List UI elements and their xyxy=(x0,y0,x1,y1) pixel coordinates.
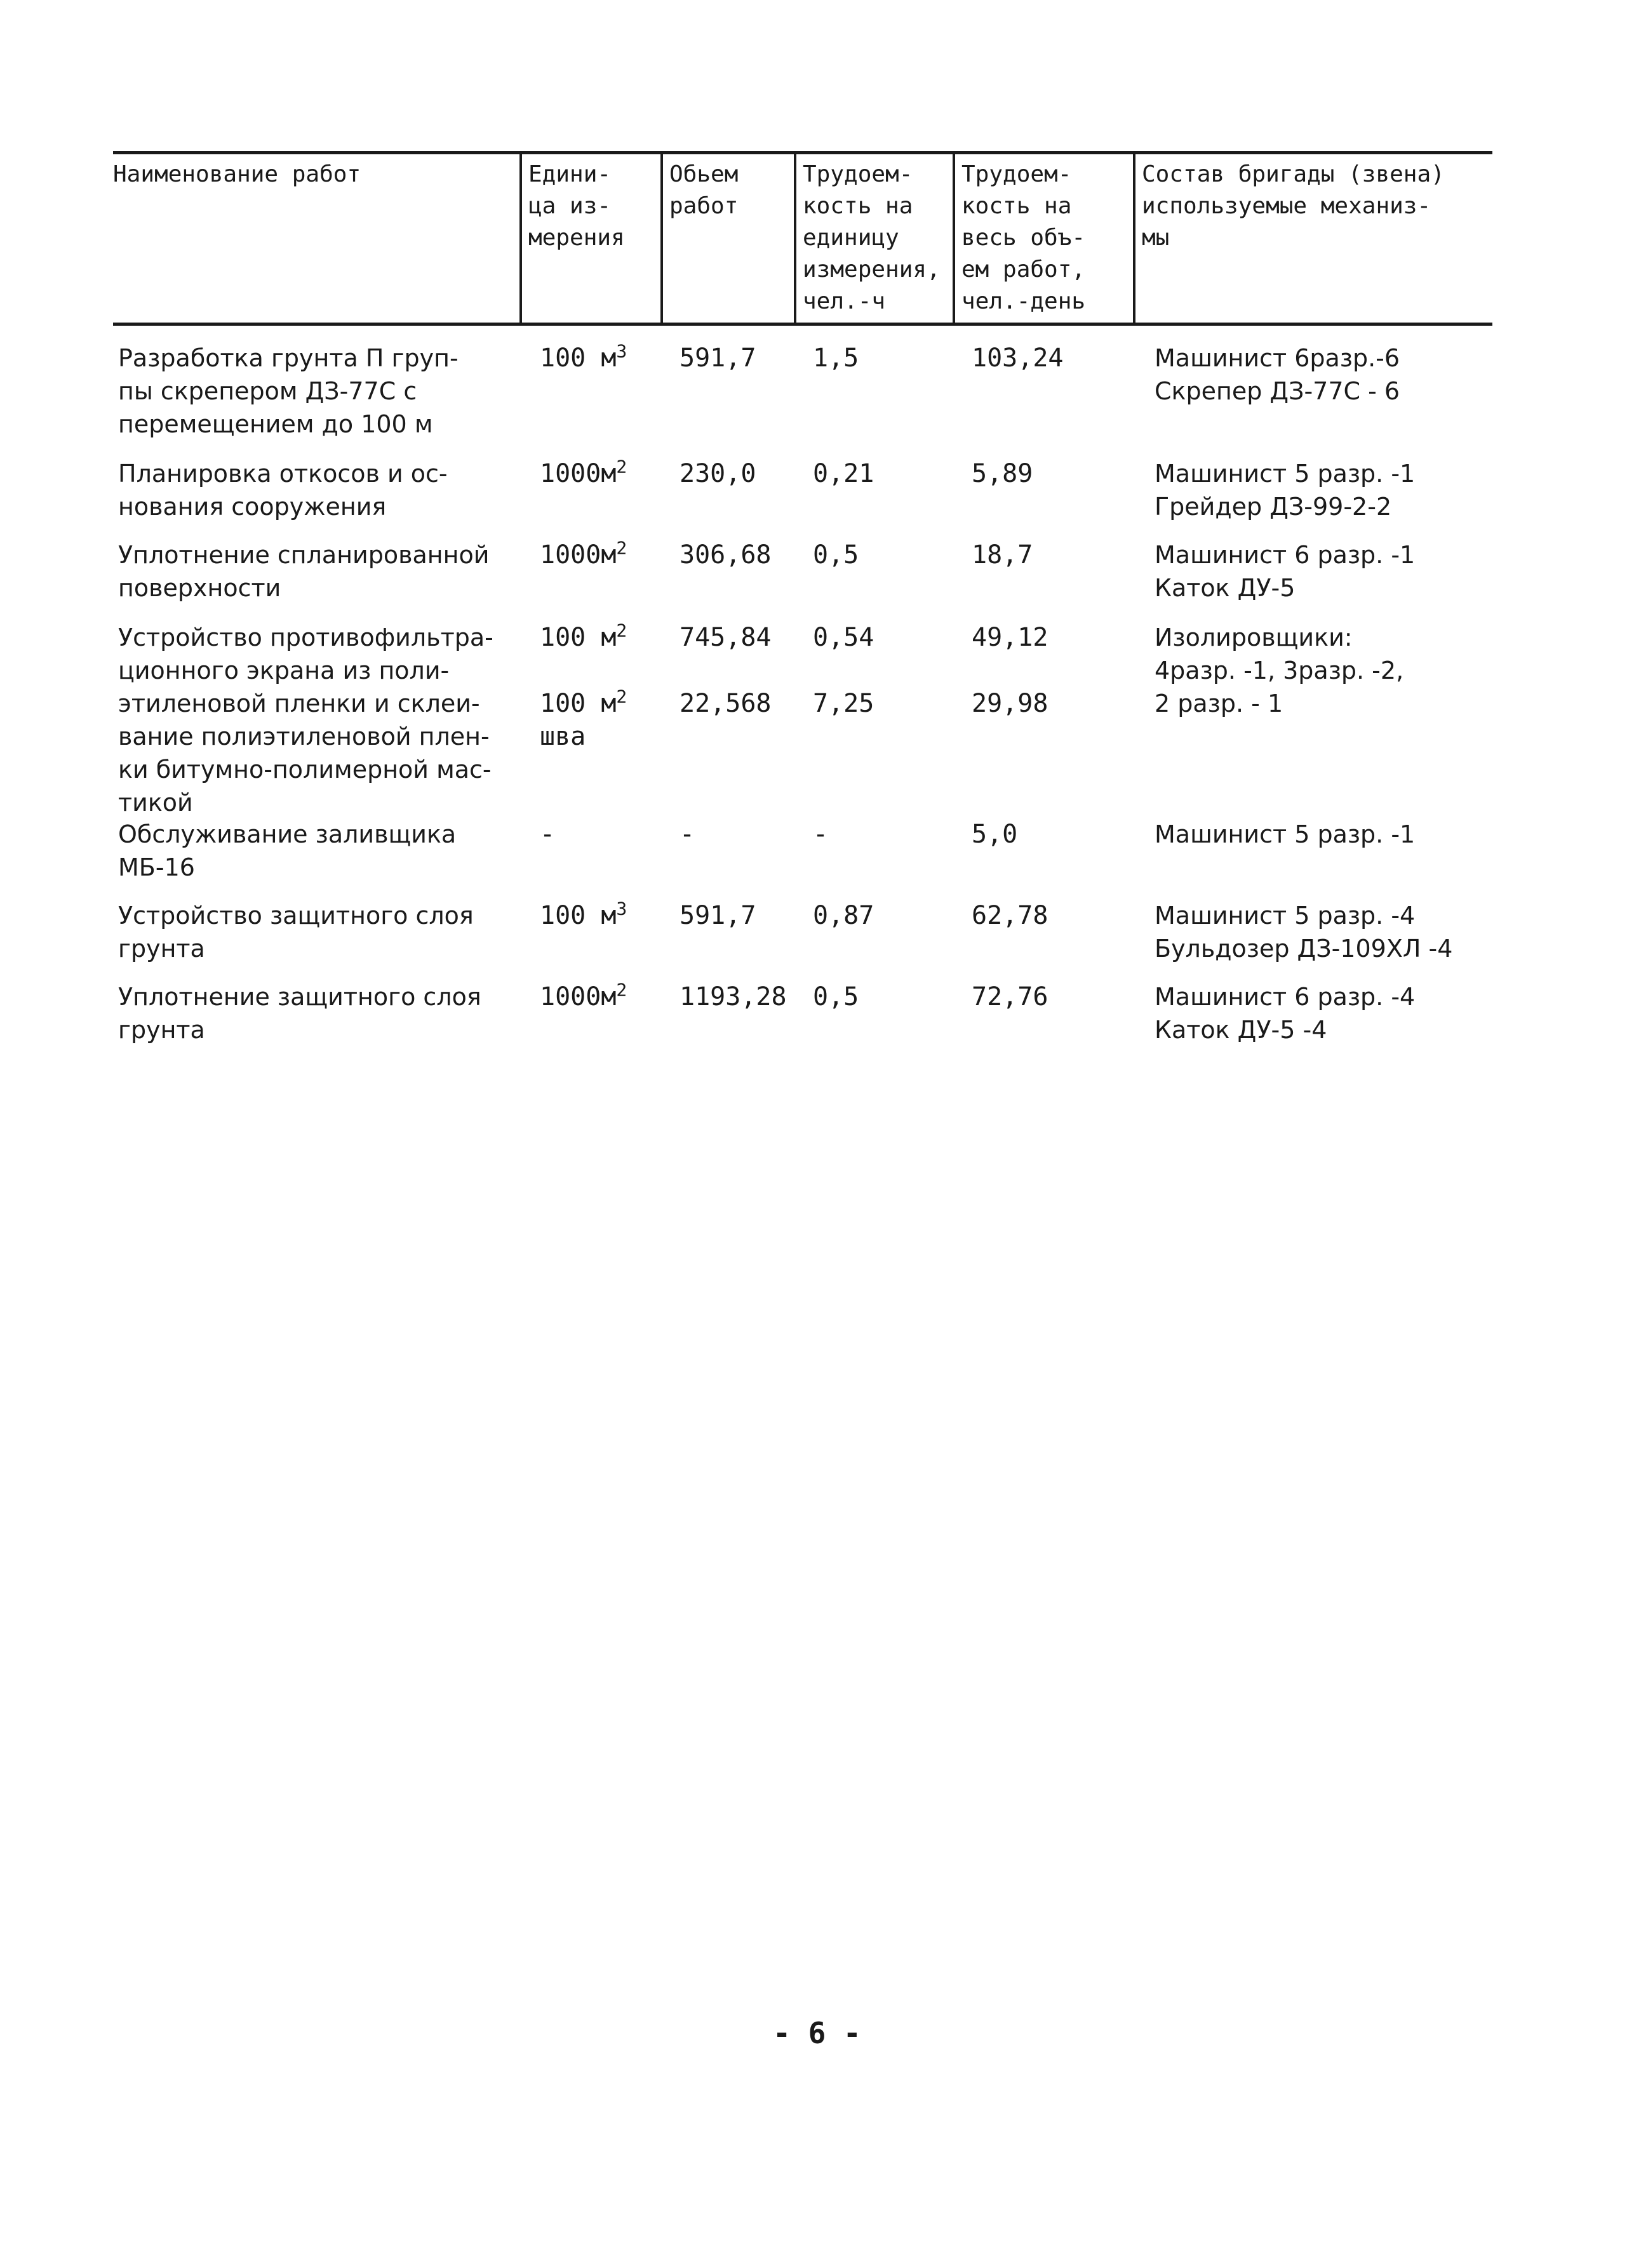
crew-cell: Изолировщики: 4разр. -1, 3разр. -2, 2 разр. - 1 xyxy=(1155,624,1404,717)
header-bottom-rule xyxy=(113,323,1492,326)
column-divider xyxy=(1133,151,1135,324)
crew-cell: Машинист 5 разр. -1 xyxy=(1155,820,1416,848)
labor-per-unit-cell: 0,21 xyxy=(813,459,874,488)
volume-cell: 745,84 xyxy=(680,623,772,652)
header-crew: Состав бригады (звена) используемые механиз- мы xyxy=(1142,161,1445,251)
labor-total-cell: 49,12 xyxy=(972,623,1048,652)
labor-total-cell: 62,78 xyxy=(972,901,1048,930)
labor-per-unit-cell: - xyxy=(813,820,829,849)
labor-total-cell: 5,0 xyxy=(972,820,1018,849)
crew-cell: Машинист 6 разр. -4 Каток ДУ-5 -4 xyxy=(1155,983,1416,1044)
volume-cell: 306,68 xyxy=(680,540,772,570)
labor-per-unit-cell: 1,5 xyxy=(813,344,859,373)
unit-cell: 100 $м^3$ xyxy=(540,340,627,373)
header-volume: Обьем работ xyxy=(669,161,739,219)
volume-cell: 591,7 xyxy=(680,901,756,930)
labor-total-cell: 29,98 xyxy=(972,689,1048,718)
crew-cell: Машинист 5 разр. -4 Бульдозер ДЗ-109ХЛ -4 xyxy=(1155,902,1453,963)
volume-cell: 591,7 xyxy=(680,344,756,373)
work-name: Обслуживание заливщика МБ-16 xyxy=(118,820,457,881)
work-name: Устройство противофильтра- ционного экрана из поли- xyxy=(118,624,493,684)
labor-total-cell: 18,7 xyxy=(972,540,1033,570)
crew-cell: Машинист 6 разр. -1 Каток ДУ-5 xyxy=(1155,541,1416,602)
header-labor-per-unit: Трудоем- кость на единицу измерения, чел.-ч xyxy=(803,161,941,314)
crew-cell: Машинист 6разр.-6 Скрепер ДЗ-77С - 6 xyxy=(1155,344,1400,405)
volume-cell: 22,568 xyxy=(680,689,772,718)
work-name: Устройство защитного слоя грунта xyxy=(118,902,474,963)
column-divider xyxy=(660,151,663,324)
column-divider xyxy=(519,151,522,324)
labor-total-cell: 5,89 xyxy=(972,459,1033,488)
unit-cell: $1000м^2$ xyxy=(540,456,627,488)
unit-cell: $1000м^2$ xyxy=(540,979,627,1011)
header-work-name: Наименование работ xyxy=(113,161,361,187)
labor-per-unit-cell: 0,5 xyxy=(813,540,859,570)
column-divider xyxy=(794,151,796,324)
volume-cell: - xyxy=(680,820,695,849)
unit-cell: - xyxy=(540,820,556,849)
labor-per-unit-cell: 7,25 xyxy=(813,689,874,718)
labor-per-unit-cell: 0,5 xyxy=(813,982,859,1011)
volume-cell: 230,0 xyxy=(680,459,756,488)
labor-per-unit-cell: 0,54 xyxy=(813,623,874,652)
work-name: Уплотнение спланированной поверхности xyxy=(118,541,490,602)
unit-cell: $1000м^2$ xyxy=(540,537,627,570)
header-labor-total: Трудоем- кость на весь объ- ем работ, чел.-день xyxy=(961,161,1086,314)
work-name: Планировка откосов и ос- нования сооружения xyxy=(118,460,448,521)
work-name: Уплотнение защитного слоя грунта xyxy=(118,983,481,1044)
unit-cell: 100 $м^2$ xyxy=(540,620,627,652)
labor-total-cell: 72,76 xyxy=(972,982,1048,1011)
labor-per-unit-cell: 0,87 xyxy=(813,901,874,930)
crew-cell: Машинист 5 разр. -1 Грейдер ДЗ-99-2-2 xyxy=(1155,460,1416,521)
unit-cell: 100 $м^2$ шва xyxy=(540,686,627,751)
work-name: Разработка грунта П груп- пы скрепером ДЗ-77С с перемещением до 100 м xyxy=(118,344,459,438)
work-name: этиленовой пленки и склеи- вание полиэтиленовой плен- ки битумно-полимерной мас- тикой xyxy=(118,690,492,817)
table-top-rule xyxy=(113,151,1492,154)
header-unit: Едини- ца из- мерения xyxy=(528,161,625,251)
column-divider xyxy=(953,151,955,324)
volume-cell: 1193,28 xyxy=(680,982,787,1011)
unit-cell: 100 $м^3$ xyxy=(540,898,627,930)
page-number: - 6 - xyxy=(773,2016,861,2050)
labor-total-cell: 103,24 xyxy=(972,344,1064,373)
